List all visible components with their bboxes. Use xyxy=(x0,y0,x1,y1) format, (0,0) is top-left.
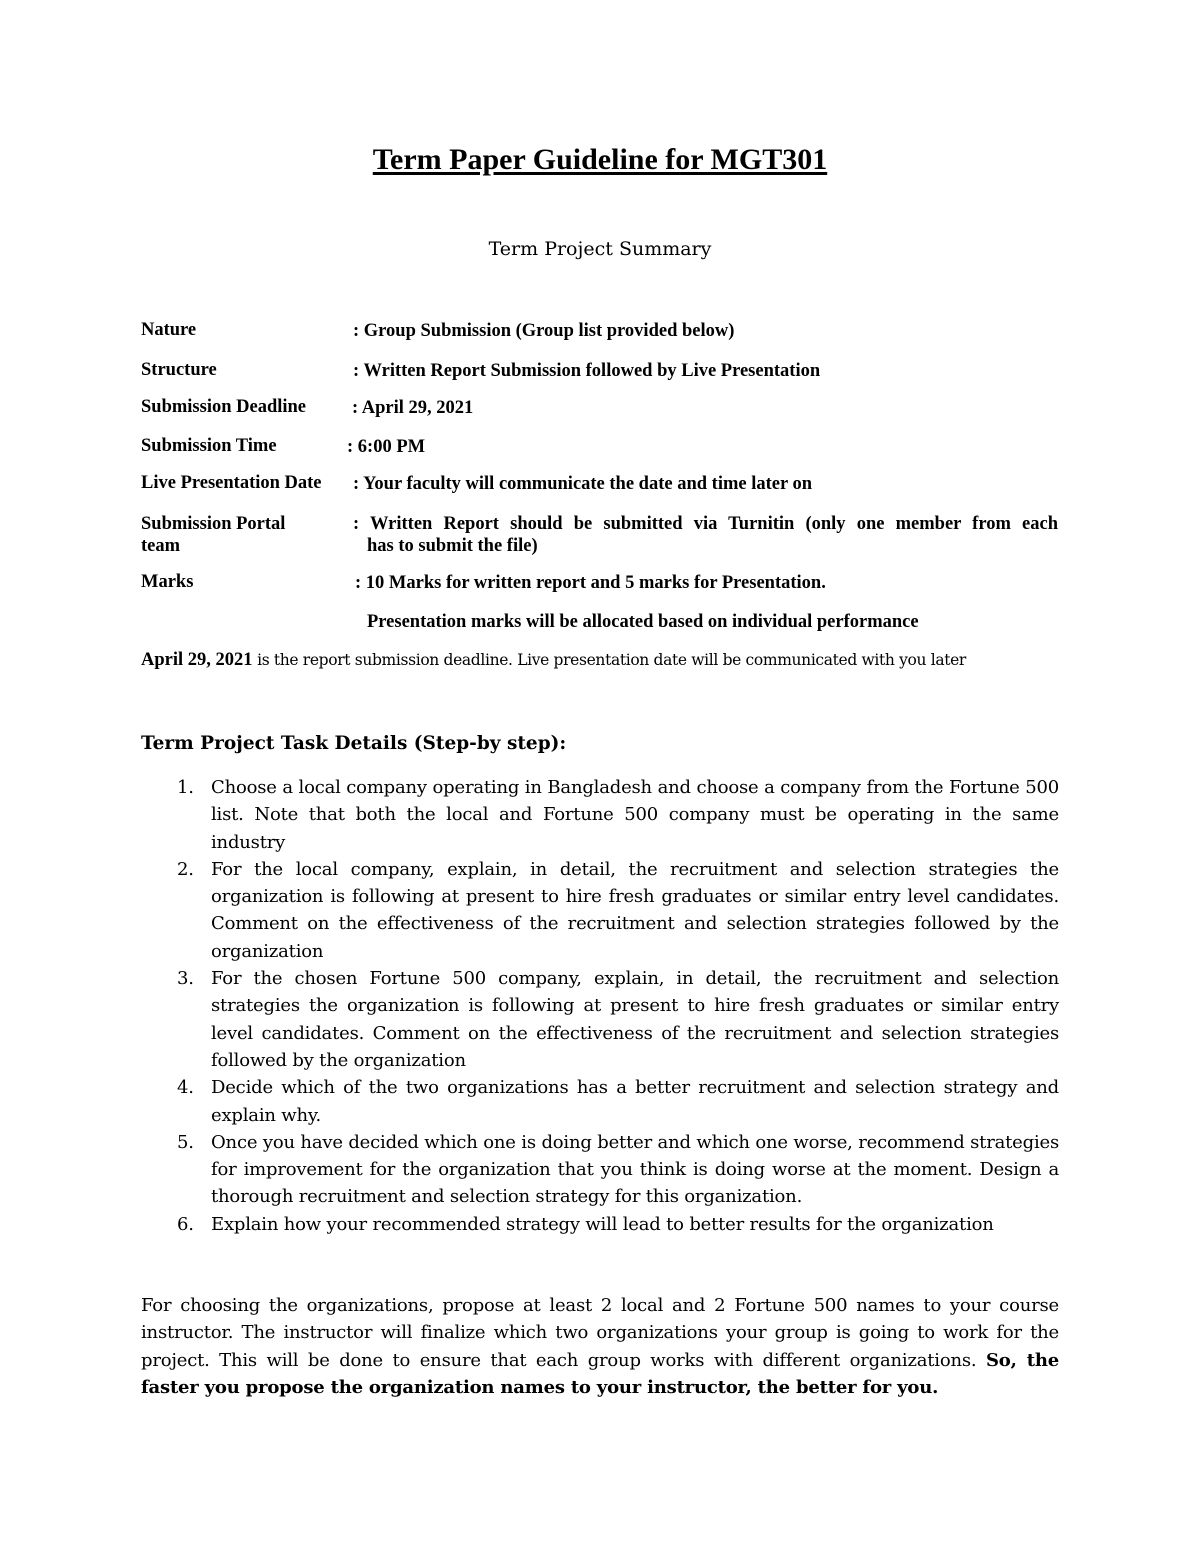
task-text: For the chosen Fortune 500 company, explain, in detail, the recruitment and selection strategies the organization is following at present to hire fresh graduates or similar entry level candidates. Comment on the effectiveness of the recruitment and selection strategies followed by the organization xyxy=(211,968,1059,1071)
list-item xyxy=(141,965,1059,1074)
marks-value: : 10 Marks for written report and 5 marks for Presentation. xyxy=(355,573,826,593)
structure-label: Structure xyxy=(141,360,217,380)
marks-value-2: Presentation marks will be allocated based on individual performance xyxy=(367,612,919,632)
deadline-value: : April 29, 2021 xyxy=(352,398,474,418)
note-text: is the report submission deadline. Live presentation date will be communicated with you later xyxy=(252,651,966,669)
nature-value: : Group Submission (Group list provided below) xyxy=(353,321,735,341)
portal-value-line1: : Written Report should be submitted via Turnitin (only one member from each xyxy=(353,514,1058,534)
note-date: April 29, 2021 xyxy=(141,650,253,670)
list-item xyxy=(141,1129,1059,1211)
list-item xyxy=(141,1211,1059,1238)
task-number: 2. xyxy=(177,858,194,880)
summary-heading: Term Project Summary xyxy=(488,238,712,260)
task-number: 3. xyxy=(177,968,194,990)
portal-value-line2: has to submit the file) xyxy=(367,536,538,556)
task-list xyxy=(141,774,1059,1238)
time-label: Submission Time xyxy=(141,436,277,456)
portal-value xyxy=(353,513,1058,557)
live-label: Live Presentation Date xyxy=(141,473,322,493)
tasks-heading: Term Project Task Details (Step-by step): xyxy=(141,733,567,754)
task-number: 4. xyxy=(177,1077,194,1099)
document-title: Term Paper Guideline for MGT301 xyxy=(372,143,828,176)
nature-label: Nature xyxy=(141,320,197,340)
deadline-note xyxy=(141,650,966,671)
closing-paragraph xyxy=(141,1292,1059,1401)
task-number: 6. xyxy=(177,1213,194,1235)
task-number: 5. xyxy=(177,1131,194,1153)
list-item xyxy=(141,774,1059,856)
task-text: Choose a local company operating in Bangladesh and choose a company from the Fortune 500 list. Note that both the local and Fortune 500 company must be operating in the same industry xyxy=(211,777,1059,853)
deadline-label: Submission Deadline xyxy=(141,397,307,417)
task-text: Once you have decided which one is doing better and which one worse, recommend strategies for improvement for the organization that you think is doing worse at the moment. Design a thorough recruitment and selection strategy for this organization. xyxy=(211,1131,1059,1208)
closing-text: For choosing the organizations, propose at least 2 local and 2 Fortune 500 names to your course instructor. The instructor will finalize which two organizations your group is going to work for the project. This will be done to ensure that each group works with different organizations. xyxy=(141,1295,1059,1371)
task-text: For the local company, explain, in detail, the recruitment and selection strategies the organization is following at present to hire fresh graduates or similar entry level candidates. Comment on the effectiveness of the recruitment and selection strategies followed by the organization xyxy=(211,858,1059,962)
structure-value: : Written Report Submission followed by Live Presentation xyxy=(353,361,821,381)
list-item xyxy=(141,1074,1059,1129)
portal-label-line2: team xyxy=(141,536,181,556)
task-text: Explain how your recommended strategy will lead to better results for the organization xyxy=(211,1213,994,1235)
task-number: 1. xyxy=(177,777,194,798)
time-value: : 6:00 PM xyxy=(347,437,426,457)
live-value: : Your faculty will communicate the date and time later on xyxy=(353,474,813,494)
portal-label xyxy=(141,513,346,557)
portal-label-line1: Submission Portal xyxy=(141,514,286,534)
task-text: Decide which of the two organizations has a better recruitment and selection strategy and explain why. xyxy=(211,1077,1059,1126)
marks-label: Marks xyxy=(141,572,194,592)
closing-emphasis: So, the faster you propose the organization names to your instructor, the better for you. xyxy=(141,1349,1059,1398)
list-item xyxy=(141,856,1059,965)
